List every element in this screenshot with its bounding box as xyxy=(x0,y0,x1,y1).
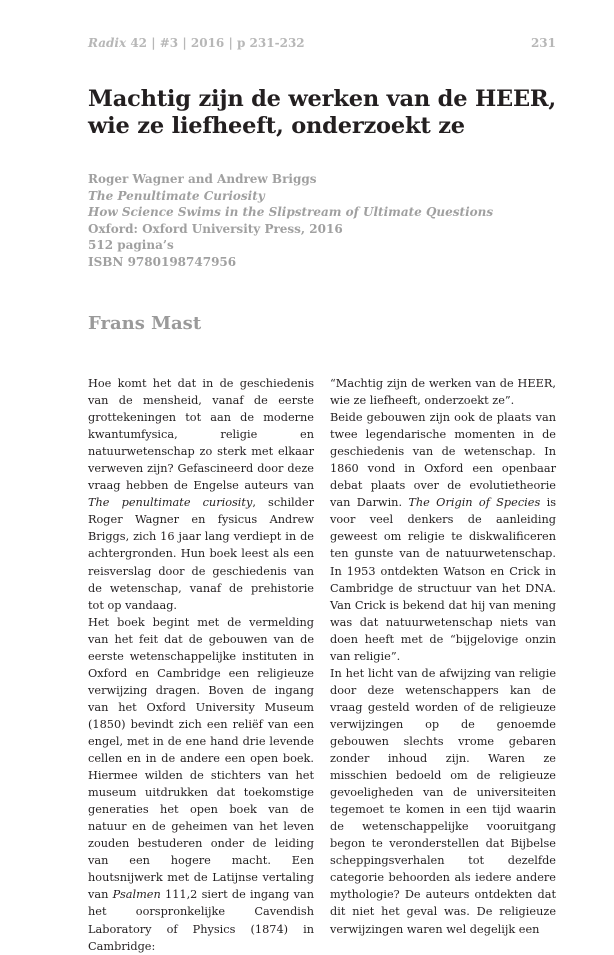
text-run: Hoe komt het dat in de geschiedenis van de mensheid, vanaf de eerste grottekeningen tot aan de moderne kwantumfysica, religie en natuurwetenschap zo sterk met elkaar verweven zijn? Gefascineerd door deze vraag hebben de Engelse auteurs van xyxy=(88,377,314,493)
book-subtitle: How Science Swims in the Slipstream of Ultimate Questions xyxy=(88,205,494,220)
paragraph xyxy=(88,375,314,614)
text-run: 111,2 siert de ingang van het oorspronkelijke Cavendish Laboratory of Physics (1874) in Cambridge: xyxy=(88,888,314,953)
book-title: The Penultimate Curiosity xyxy=(88,188,265,203)
text-run: is voor veel denkers de aanleiding geweest om religie te diskwalificeren ten gunste van de natuurwetenschap. In 1953 ontdekten Watson en Crick in Cambridge de structuur van het DNA. Van Crick is bekend dat hij van mening was dat natuurwetenschap niets van doen heeft met de “bijgelovige onzin van religie”. xyxy=(330,496,556,663)
book-isbn: ISBN 9780198747956 xyxy=(88,254,237,269)
book-pages: 512 pagina’s xyxy=(88,238,174,253)
issue-info: 42 | #3 | 2016 | p 231-232 xyxy=(130,36,305,50)
origin-of-species-italic: The Origin of Species xyxy=(408,496,541,510)
quote-paragraph: “Machtig zijn de werken van de HEER, wie ze liefheeft, onderzoekt ze”. xyxy=(330,377,556,408)
page-number: 231 xyxy=(530,36,556,50)
journal-name: Radix xyxy=(88,36,127,50)
psalm-reference: Psalmen xyxy=(112,888,161,902)
paragraph: In het licht van de afwijzing van religie door deze wetenschappers kan de vraag gesteld worden of de religieuze verwijzingen op de genoemde gebouwen slechts vrome gebaren zonder inhoud zijn. Waren ze misschien bedoeld om de religieuze gevoeligheden van de universiteiten tegemoet te komen in een tijd waarin de wetenschappelijke vooruitgang begon te veronderstellen dat Bijbelse scheppingsverhalen tot dezelfde categorie behoorden als iedere andere mythologie? De auteurs ontdekten dat dit niet het geval was. De religieuze verwijzingen waren wel degelijk een xyxy=(330,666,556,936)
text-run: Het boek begint met de vermelding van het feit dat de gebouwen van de eerste wetenschappelijke instituten in Oxford en Cambridge een religieuze verwijzing dragen. Boven de ingang van het Oxford University Museum (1850) bevindt zich een reliëf van een engel, met in de ene hand drie levende cellen en in de andere een open boek. Hiermee wilden de stichters van het museum uitdrukken dat toekomstige generaties het open boek van de natuur en de geheimen van het leven zouden bestuderen onder de leiding van een hogere macht. Een houtsnijwerk met de Latijnse vertaling van xyxy=(88,615,314,902)
running-header xyxy=(88,36,556,54)
book-publisher: Oxford: Oxford University Press, 2016 xyxy=(88,221,343,236)
paragraph xyxy=(88,614,314,955)
right-column xyxy=(330,375,556,938)
paragraph xyxy=(330,409,556,665)
article-title: Machtig zijn de werken van de HEER, wie ze liefheeft, onderzoekt ze xyxy=(88,86,557,139)
reviewer-name: Frans Mast xyxy=(88,313,202,334)
book-authors: Roger Wagner and Andrew Briggs xyxy=(88,172,317,186)
text-run: , schilder Roger Wagner en fysicus Andrew Briggs, zich 16 jaar lang verdiept in de achtergronden. Hun boek leest als een reisverslag door de geschiedenis van de wetenschap, vanaf de prehistorie tot op vandaag. xyxy=(88,496,314,612)
journal-citation xyxy=(88,36,305,50)
left-column xyxy=(88,375,314,955)
text-run: Beide gebouwen zijn ook de plaats van twee legendarische momenten in de geschiedenis van de wetenschap. In 1860 vond in Oxford een openbaar debat plaats over de evolutietheorie van Darwin. xyxy=(330,411,556,510)
book-details xyxy=(88,171,558,271)
book-title-italic: The penultimate curiosity xyxy=(88,496,253,510)
